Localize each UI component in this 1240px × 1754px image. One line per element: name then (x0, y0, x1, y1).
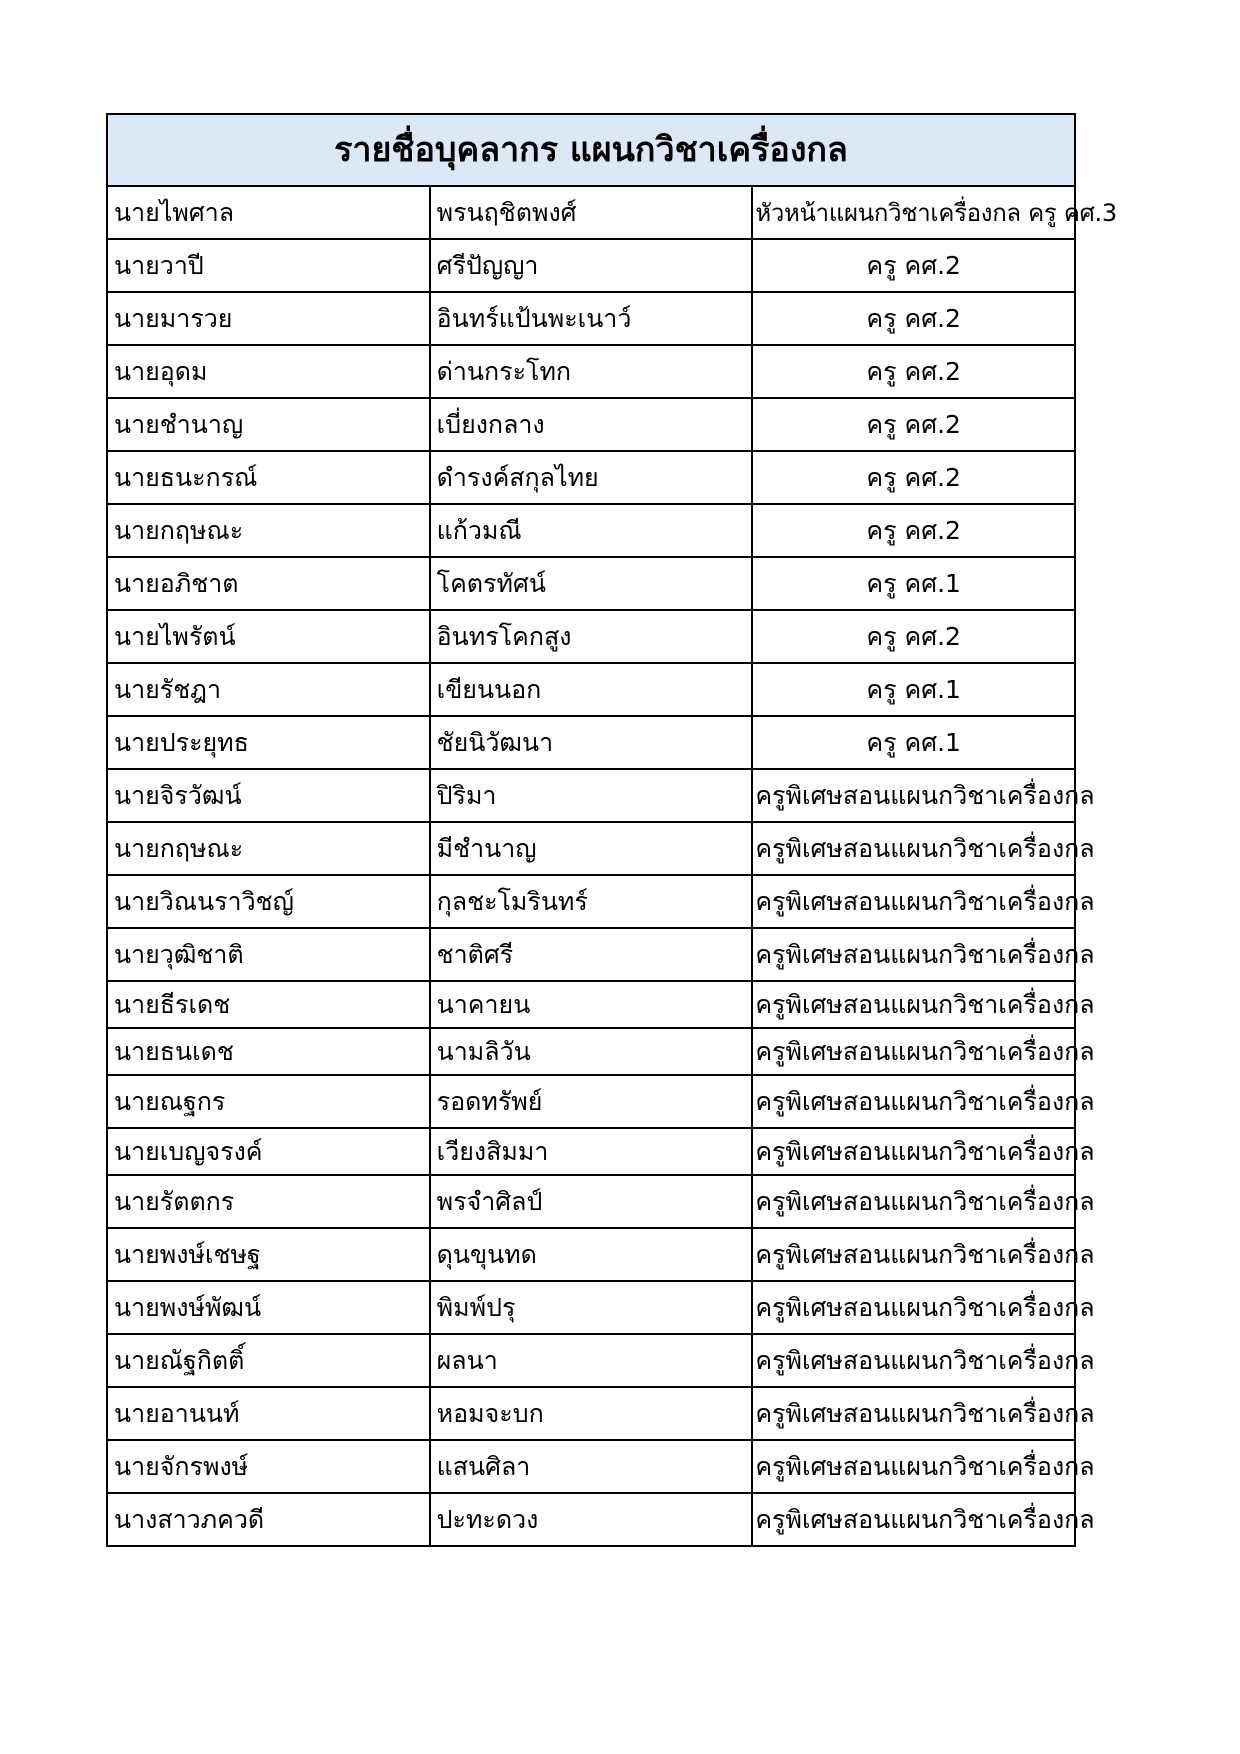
position-cell: ครูพิเศษสอนแผนกวิชาเครื่องกล (752, 1440, 1075, 1493)
position-cell: ครูพิเศษสอนแผนกวิชาเครื่องกล (752, 875, 1075, 928)
last-name-cell: เบี่ยงกลาง (430, 398, 753, 451)
first-name-cell: นายธีรเดช (107, 981, 430, 1028)
table-row (107, 610, 1075, 663)
last-name-cell: กุลชะโมรินทร์ (430, 875, 753, 928)
last-name-cell: เขียนนอก (430, 663, 753, 716)
first-name-cell: นายวิณนราวิชญ์ (107, 875, 430, 928)
table-row (107, 663, 1075, 716)
last-name-cell: ชัยนิวัฒนา (430, 716, 753, 769)
first-name-cell: นายณฐกร (107, 1075, 430, 1128)
table-row (107, 1175, 1075, 1228)
position-cell: ครู คศ.2 (752, 504, 1075, 557)
position-cell: หัวหน้าแผนกวิชาเครื่องกล ครู คศ.3 (752, 186, 1075, 239)
first-name-cell: นายไพศาล (107, 186, 430, 239)
table-row (107, 504, 1075, 557)
last-name-cell: ด่านกระโทก (430, 345, 753, 398)
last-name-cell: อินทรโคกสูง (430, 610, 753, 663)
last-name-cell: ศรีปัญญา (430, 239, 753, 292)
table-row (107, 875, 1075, 928)
last-name-cell: พรจำศิลป์ (430, 1175, 753, 1228)
last-name-cell: แสนศิลา (430, 1440, 753, 1493)
staff-table (106, 113, 1117, 1547)
table-row (107, 451, 1075, 504)
first-name-cell: นายพงษ์เชษฐ (107, 1228, 430, 1281)
position-cell: ครูพิเศษสอนแผนกวิชาเครื่องกล (752, 1281, 1075, 1334)
last-name-cell: ปะทะดวง (430, 1493, 753, 1546)
position-cell: ครูพิเศษสอนแผนกวิชาเครื่องกล (752, 1075, 1075, 1128)
first-name-cell: นายธนะกรณ์ (107, 451, 430, 504)
last-name-cell: พิมพ์ปรุ (430, 1281, 753, 1334)
position-cell: ครู คศ.2 (752, 398, 1075, 451)
table-row (107, 769, 1075, 822)
first-name-cell: นายจักรพงษ์ (107, 1440, 430, 1493)
first-name-cell: นายไพรัตน์ (107, 610, 430, 663)
table-row (107, 1493, 1075, 1546)
position-cell: ครูพิเศษสอนแผนกวิชาเครื่องกล (752, 981, 1075, 1028)
table-row (107, 1440, 1075, 1493)
position-cell: ครู คศ.1 (752, 716, 1075, 769)
position-cell: ครู คศ.2 (752, 239, 1075, 292)
last-name-cell: อินทร์แป้นพะเนาว์ (430, 292, 753, 345)
table-row (107, 822, 1075, 875)
first-name-cell: นายชำนาญ (107, 398, 430, 451)
first-name-cell: นายมารวย (107, 292, 430, 345)
first-name-cell: นายกฤษณะ (107, 504, 430, 557)
first-name-cell: นายรัชฎา (107, 663, 430, 716)
table-row (107, 981, 1075, 1028)
position-cell: ครูพิเศษสอนแผนกวิชาเครื่องกล (752, 1387, 1075, 1440)
table-row (107, 1228, 1075, 1281)
last-name-cell: ปิริมา (430, 769, 753, 822)
table-title: รายชื่อบุคลากร แผนกวิชาเครื่องกล (107, 114, 1075, 186)
position-cell: ครู คศ.2 (752, 451, 1075, 504)
table-row (107, 1281, 1075, 1334)
table-row (107, 716, 1075, 769)
table-row (107, 557, 1075, 610)
first-name-cell: นายวาปี (107, 239, 430, 292)
last-name-cell: แก้วมณี (430, 504, 753, 557)
last-name-cell: หอมจะบก (430, 1387, 753, 1440)
first-name-cell: นายรัตตกร (107, 1175, 430, 1228)
position-cell: ครูพิเศษสอนแผนกวิชาเครื่องกล (752, 1493, 1075, 1546)
first-name-cell: นางสาวภควดี (107, 1493, 430, 1546)
position-cell: ครูพิเศษสอนแผนกวิชาเครื่องกล (752, 1128, 1075, 1175)
position-cell: ครูพิเศษสอนแผนกวิชาเครื่องกล (752, 1175, 1075, 1228)
first-name-cell: นายพงษ์พัฒน์ (107, 1281, 430, 1334)
first-name-cell: นายวุฒิชาติ (107, 928, 430, 981)
table-row (107, 1334, 1075, 1387)
first-name-cell: นายณัฐกิตติ์ (107, 1334, 430, 1387)
last-name-cell: ชาติศรี (430, 928, 753, 981)
position-cell: ครู คศ.2 (752, 292, 1075, 345)
table-row (107, 1128, 1075, 1175)
last-name-cell: นามลิวัน (430, 1028, 753, 1075)
last-name-cell: ดุนขุนทด (430, 1228, 753, 1281)
last-name-cell: นาคายน (430, 981, 753, 1028)
position-cell: ครูพิเศษสอนแผนกวิชาเครื่องกล (752, 822, 1075, 875)
position-cell: ครูพิเศษสอนแผนกวิชาเครื่องกล (752, 769, 1075, 822)
table-row (107, 928, 1075, 981)
position-cell: ครูพิเศษสอนแผนกวิชาเครื่องกล (752, 928, 1075, 981)
last-name-cell: พรนฤชิตพงศ์ (430, 186, 753, 239)
position-cell: ครู คศ.1 (752, 663, 1075, 716)
position-cell: ครูพิเศษสอนแผนกวิชาเครื่องกล (752, 1028, 1075, 1075)
position-cell: ครู คศ.2 (752, 610, 1075, 663)
table-row (107, 1387, 1075, 1440)
last-name-cell: ดำรงค์สกุลไทย (430, 451, 753, 504)
first-name-cell: นายอานนท์ (107, 1387, 430, 1440)
last-name-cell: เวียงสิมมา (430, 1128, 753, 1175)
first-name-cell: นายประยุทธ (107, 716, 430, 769)
table-row (107, 398, 1075, 451)
first-name-cell: นายจิรวัฒน์ (107, 769, 430, 822)
table-row (107, 345, 1075, 398)
first-name-cell: นายกฤษณะ (107, 822, 430, 875)
last-name-cell: ผลนา (430, 1334, 753, 1387)
table-row (107, 186, 1075, 239)
last-name-cell: มีชำนาญ (430, 822, 753, 875)
first-name-cell: นายธนเดช (107, 1028, 430, 1075)
position-cell: ครูพิเศษสอนแผนกวิชาเครื่องกล (752, 1228, 1075, 1281)
table-row (107, 292, 1075, 345)
position-cell: ครู คศ.1 (752, 557, 1075, 610)
first-name-cell: นายเบญจรงค์ (107, 1128, 430, 1175)
first-name-cell: นายอุดม (107, 345, 430, 398)
last-name-cell: รอดทรัพย์ (430, 1075, 753, 1128)
staff-table-body (107, 186, 1117, 1546)
first-name-cell: นายอภิชาต (107, 557, 430, 610)
position-cell: ครูพิเศษสอนแผนกวิชาเครื่องกล (752, 1334, 1075, 1387)
table-row (107, 239, 1075, 292)
table-row (107, 1075, 1075, 1128)
position-cell: ครู คศ.2 (752, 345, 1075, 398)
last-name-cell: โคตรทัศน์ (430, 557, 753, 610)
table-row (107, 1028, 1075, 1075)
